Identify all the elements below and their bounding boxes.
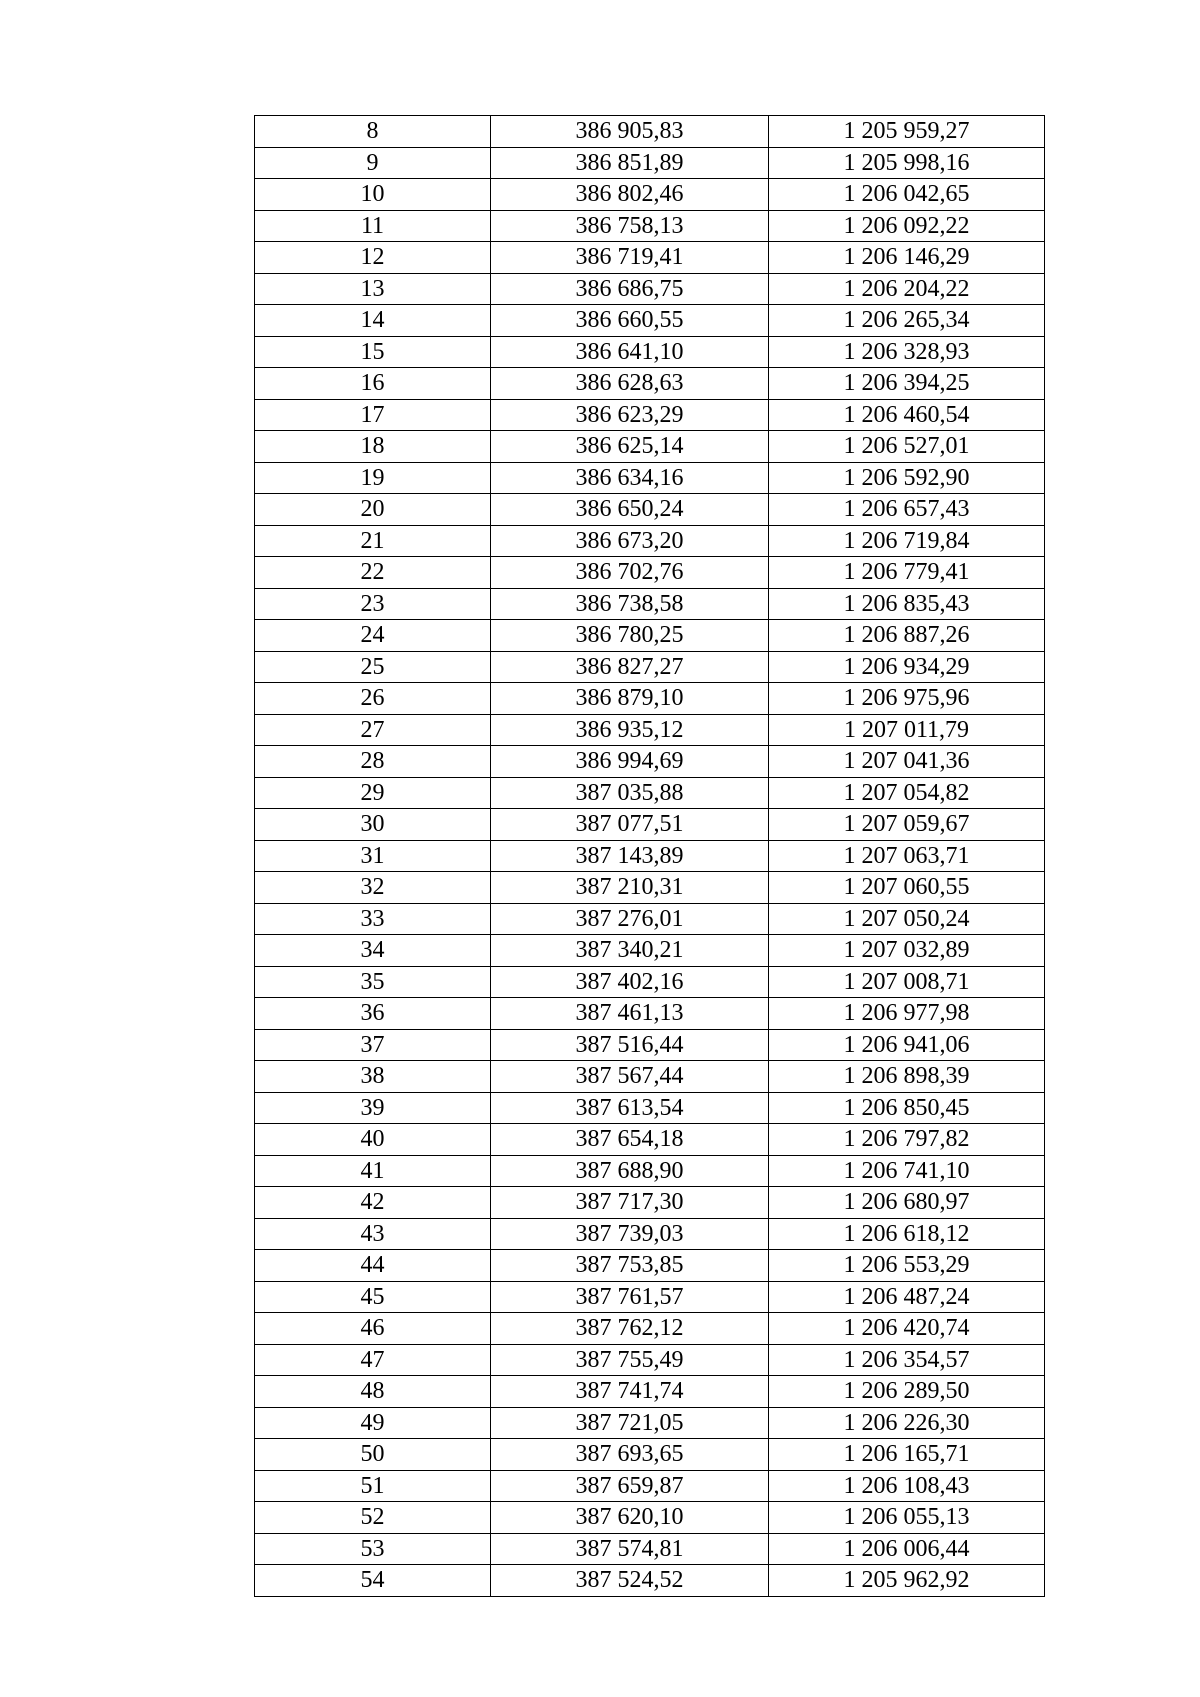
x-coordinate-cell: 387 739,03 xyxy=(491,1218,769,1250)
table-row xyxy=(255,1344,1045,1376)
table-row xyxy=(255,368,1045,400)
y-coordinate-cell: 1 206 657,43 xyxy=(769,494,1045,526)
coordinates-table-body xyxy=(255,116,1045,1597)
y-coordinate-cell: 1 207 032,89 xyxy=(769,935,1045,967)
y-coordinate-cell: 1 206 165,71 xyxy=(769,1439,1045,1471)
y-coordinate-cell: 1 206 394,25 xyxy=(769,368,1045,400)
y-coordinate-cell: 1 206 741,10 xyxy=(769,1155,1045,1187)
x-coordinate-cell: 387 077,51 xyxy=(491,809,769,841)
table-row xyxy=(255,588,1045,620)
table-row xyxy=(255,431,1045,463)
table-row xyxy=(255,1029,1045,1061)
table-row xyxy=(255,399,1045,431)
table-row xyxy=(255,1187,1045,1219)
y-coordinate-cell: 1 206 898,39 xyxy=(769,1061,1045,1093)
y-coordinate-cell: 1 206 553,29 xyxy=(769,1250,1045,1282)
y-coordinate-cell: 1 207 011,79 xyxy=(769,714,1045,746)
y-coordinate-cell: 1 206 146,29 xyxy=(769,242,1045,274)
y-coordinate-cell: 1 206 204,22 xyxy=(769,273,1045,305)
y-coordinate-cell: 1 206 941,06 xyxy=(769,1029,1045,1061)
x-coordinate-cell: 387 461,13 xyxy=(491,998,769,1030)
y-coordinate-cell: 1 206 835,43 xyxy=(769,588,1045,620)
x-coordinate-cell: 387 613,54 xyxy=(491,1092,769,1124)
point-number-cell: 33 xyxy=(255,903,491,935)
y-coordinate-cell: 1 206 680,97 xyxy=(769,1187,1045,1219)
point-number-cell: 42 xyxy=(255,1187,491,1219)
table-row xyxy=(255,1281,1045,1313)
y-coordinate-cell: 1 206 977,98 xyxy=(769,998,1045,1030)
table-row xyxy=(255,1218,1045,1250)
x-coordinate-cell: 387 721,05 xyxy=(491,1407,769,1439)
x-coordinate-cell: 386 738,58 xyxy=(491,588,769,620)
table-row xyxy=(255,525,1045,557)
table-row xyxy=(255,1502,1045,1534)
y-coordinate-cell: 1 206 719,84 xyxy=(769,525,1045,557)
x-coordinate-cell: 386 994,69 xyxy=(491,746,769,778)
y-coordinate-cell: 1 206 226,30 xyxy=(769,1407,1045,1439)
table-row xyxy=(255,1124,1045,1156)
x-coordinate-cell: 387 761,57 xyxy=(491,1281,769,1313)
y-coordinate-cell: 1 205 998,16 xyxy=(769,147,1045,179)
table-row xyxy=(255,777,1045,809)
point-number-cell: 38 xyxy=(255,1061,491,1093)
x-coordinate-cell: 387 524,52 xyxy=(491,1565,769,1597)
point-number-cell: 16 xyxy=(255,368,491,400)
y-coordinate-cell: 1 206 797,82 xyxy=(769,1124,1045,1156)
table-row xyxy=(255,840,1045,872)
x-coordinate-cell: 386 719,41 xyxy=(491,242,769,274)
table-row xyxy=(255,683,1045,715)
x-coordinate-cell: 387 693,65 xyxy=(491,1439,769,1471)
point-number-cell: 44 xyxy=(255,1250,491,1282)
y-coordinate-cell: 1 206 042,65 xyxy=(769,179,1045,211)
x-coordinate-cell: 387 762,12 xyxy=(491,1313,769,1345)
table-row xyxy=(255,714,1045,746)
table-row xyxy=(255,557,1045,589)
x-coordinate-cell: 386 686,75 xyxy=(491,273,769,305)
table-row xyxy=(255,1439,1045,1471)
x-coordinate-cell: 387 654,18 xyxy=(491,1124,769,1156)
y-coordinate-cell: 1 206 420,74 xyxy=(769,1313,1045,1345)
y-coordinate-cell: 1 207 041,36 xyxy=(769,746,1045,778)
y-coordinate-cell: 1 206 460,54 xyxy=(769,399,1045,431)
table-row xyxy=(255,872,1045,904)
x-coordinate-cell: 386 641,10 xyxy=(491,336,769,368)
point-number-cell: 34 xyxy=(255,935,491,967)
y-coordinate-cell: 1 206 887,26 xyxy=(769,620,1045,652)
y-coordinate-cell: 1 206 487,24 xyxy=(769,1281,1045,1313)
y-coordinate-cell: 1 206 779,41 xyxy=(769,557,1045,589)
table-row xyxy=(255,305,1045,337)
y-coordinate-cell: 1 207 059,67 xyxy=(769,809,1045,841)
y-coordinate-cell: 1 207 063,71 xyxy=(769,840,1045,872)
y-coordinate-cell: 1 206 975,96 xyxy=(769,683,1045,715)
y-coordinate-cell: 1 205 959,27 xyxy=(769,116,1045,148)
x-coordinate-cell: 386 623,29 xyxy=(491,399,769,431)
point-number-cell: 39 xyxy=(255,1092,491,1124)
table-row xyxy=(255,1313,1045,1345)
point-number-cell: 49 xyxy=(255,1407,491,1439)
point-number-cell: 32 xyxy=(255,872,491,904)
point-number-cell: 30 xyxy=(255,809,491,841)
point-number-cell: 28 xyxy=(255,746,491,778)
y-coordinate-cell: 1 206 592,90 xyxy=(769,462,1045,494)
x-coordinate-cell: 386 625,14 xyxy=(491,431,769,463)
y-coordinate-cell: 1 206 055,13 xyxy=(769,1502,1045,1534)
point-number-cell: 47 xyxy=(255,1344,491,1376)
point-number-cell: 10 xyxy=(255,179,491,211)
point-number-cell: 18 xyxy=(255,431,491,463)
x-coordinate-cell: 387 340,21 xyxy=(491,935,769,967)
x-coordinate-cell: 387 035,88 xyxy=(491,777,769,809)
point-number-cell: 24 xyxy=(255,620,491,652)
x-coordinate-cell: 386 660,55 xyxy=(491,305,769,337)
y-coordinate-cell: 1 206 527,01 xyxy=(769,431,1045,463)
point-number-cell: 45 xyxy=(255,1281,491,1313)
x-coordinate-cell: 387 210,31 xyxy=(491,872,769,904)
point-number-cell: 12 xyxy=(255,242,491,274)
table-row xyxy=(255,966,1045,998)
x-coordinate-cell: 386 673,20 xyxy=(491,525,769,557)
table-row xyxy=(255,1376,1045,1408)
x-coordinate-cell: 386 650,24 xyxy=(491,494,769,526)
x-coordinate-cell: 387 276,01 xyxy=(491,903,769,935)
y-coordinate-cell: 1 206 934,29 xyxy=(769,651,1045,683)
table-row xyxy=(255,620,1045,652)
x-coordinate-cell: 387 755,49 xyxy=(491,1344,769,1376)
y-coordinate-cell: 1 206 850,45 xyxy=(769,1092,1045,1124)
table-row xyxy=(255,1250,1045,1282)
point-number-cell: 51 xyxy=(255,1470,491,1502)
point-number-cell: 36 xyxy=(255,998,491,1030)
point-number-cell: 8 xyxy=(255,116,491,148)
coordinates-table xyxy=(254,115,1045,1597)
point-number-cell: 15 xyxy=(255,336,491,368)
table-row xyxy=(255,1565,1045,1597)
point-number-cell: 22 xyxy=(255,557,491,589)
table-row xyxy=(255,935,1045,967)
point-number-cell: 9 xyxy=(255,147,491,179)
point-number-cell: 37 xyxy=(255,1029,491,1061)
table-row xyxy=(255,651,1045,683)
point-number-cell: 11 xyxy=(255,210,491,242)
x-coordinate-cell: 387 143,89 xyxy=(491,840,769,872)
point-number-cell: 48 xyxy=(255,1376,491,1408)
x-coordinate-cell: 386 780,25 xyxy=(491,620,769,652)
x-coordinate-cell: 386 851,89 xyxy=(491,147,769,179)
y-coordinate-cell: 1 207 060,55 xyxy=(769,872,1045,904)
table-row xyxy=(255,116,1045,148)
x-coordinate-cell: 387 688,90 xyxy=(491,1155,769,1187)
y-coordinate-cell: 1 206 328,93 xyxy=(769,336,1045,368)
point-number-cell: 25 xyxy=(255,651,491,683)
table-row xyxy=(255,809,1045,841)
point-number-cell: 40 xyxy=(255,1124,491,1156)
table-row xyxy=(255,1533,1045,1565)
x-coordinate-cell: 386 879,10 xyxy=(491,683,769,715)
x-coordinate-cell: 386 758,13 xyxy=(491,210,769,242)
x-coordinate-cell: 387 717,30 xyxy=(491,1187,769,1219)
x-coordinate-cell: 386 827,27 xyxy=(491,651,769,683)
table-row xyxy=(255,273,1045,305)
point-number-cell: 46 xyxy=(255,1313,491,1345)
x-coordinate-cell: 386 634,16 xyxy=(491,462,769,494)
y-coordinate-cell: 1 206 618,12 xyxy=(769,1218,1045,1250)
table-row xyxy=(255,147,1045,179)
point-number-cell: 29 xyxy=(255,777,491,809)
y-coordinate-cell: 1 206 108,43 xyxy=(769,1470,1045,1502)
x-coordinate-cell: 386 702,76 xyxy=(491,557,769,589)
point-number-cell: 26 xyxy=(255,683,491,715)
y-coordinate-cell: 1 206 006,44 xyxy=(769,1533,1045,1565)
x-coordinate-cell: 387 741,74 xyxy=(491,1376,769,1408)
point-number-cell: 31 xyxy=(255,840,491,872)
table-row xyxy=(255,1407,1045,1439)
point-number-cell: 23 xyxy=(255,588,491,620)
y-coordinate-cell: 1 207 054,82 xyxy=(769,777,1045,809)
point-number-cell: 52 xyxy=(255,1502,491,1534)
y-coordinate-cell: 1 206 265,34 xyxy=(769,305,1045,337)
point-number-cell: 50 xyxy=(255,1439,491,1471)
point-number-cell: 17 xyxy=(255,399,491,431)
point-number-cell: 41 xyxy=(255,1155,491,1187)
y-coordinate-cell: 1 206 289,50 xyxy=(769,1376,1045,1408)
table-row xyxy=(255,336,1045,368)
table-row xyxy=(255,494,1045,526)
table-row xyxy=(255,1092,1045,1124)
table-row xyxy=(255,179,1045,211)
table-row xyxy=(255,1470,1045,1502)
point-number-cell: 27 xyxy=(255,714,491,746)
x-coordinate-cell: 386 802,46 xyxy=(491,179,769,211)
table-row xyxy=(255,462,1045,494)
table-row xyxy=(255,903,1045,935)
point-number-cell: 21 xyxy=(255,525,491,557)
point-number-cell: 19 xyxy=(255,462,491,494)
point-number-cell: 35 xyxy=(255,966,491,998)
table-row xyxy=(255,1061,1045,1093)
point-number-cell: 54 xyxy=(255,1565,491,1597)
x-coordinate-cell: 387 567,44 xyxy=(491,1061,769,1093)
y-coordinate-cell: 1 207 050,24 xyxy=(769,903,1045,935)
point-number-cell: 53 xyxy=(255,1533,491,1565)
table-row xyxy=(255,242,1045,274)
x-coordinate-cell: 387 402,16 xyxy=(491,966,769,998)
x-coordinate-cell: 387 620,10 xyxy=(491,1502,769,1534)
x-coordinate-cell: 387 753,85 xyxy=(491,1250,769,1282)
x-coordinate-cell: 386 905,83 xyxy=(491,116,769,148)
x-coordinate-cell: 386 935,12 xyxy=(491,714,769,746)
y-coordinate-cell: 1 206 354,57 xyxy=(769,1344,1045,1376)
y-coordinate-cell: 1 205 962,92 xyxy=(769,1565,1045,1597)
point-number-cell: 20 xyxy=(255,494,491,526)
x-coordinate-cell: 387 659,87 xyxy=(491,1470,769,1502)
point-number-cell: 13 xyxy=(255,273,491,305)
x-coordinate-cell: 387 516,44 xyxy=(491,1029,769,1061)
x-coordinate-cell: 386 628,63 xyxy=(491,368,769,400)
table-row xyxy=(255,998,1045,1030)
y-coordinate-cell: 1 207 008,71 xyxy=(769,966,1045,998)
table-row xyxy=(255,210,1045,242)
y-coordinate-cell: 1 206 092,22 xyxy=(769,210,1045,242)
x-coordinate-cell: 387 574,81 xyxy=(491,1533,769,1565)
table-row xyxy=(255,1155,1045,1187)
point-number-cell: 43 xyxy=(255,1218,491,1250)
table-row xyxy=(255,746,1045,778)
point-number-cell: 14 xyxy=(255,305,491,337)
